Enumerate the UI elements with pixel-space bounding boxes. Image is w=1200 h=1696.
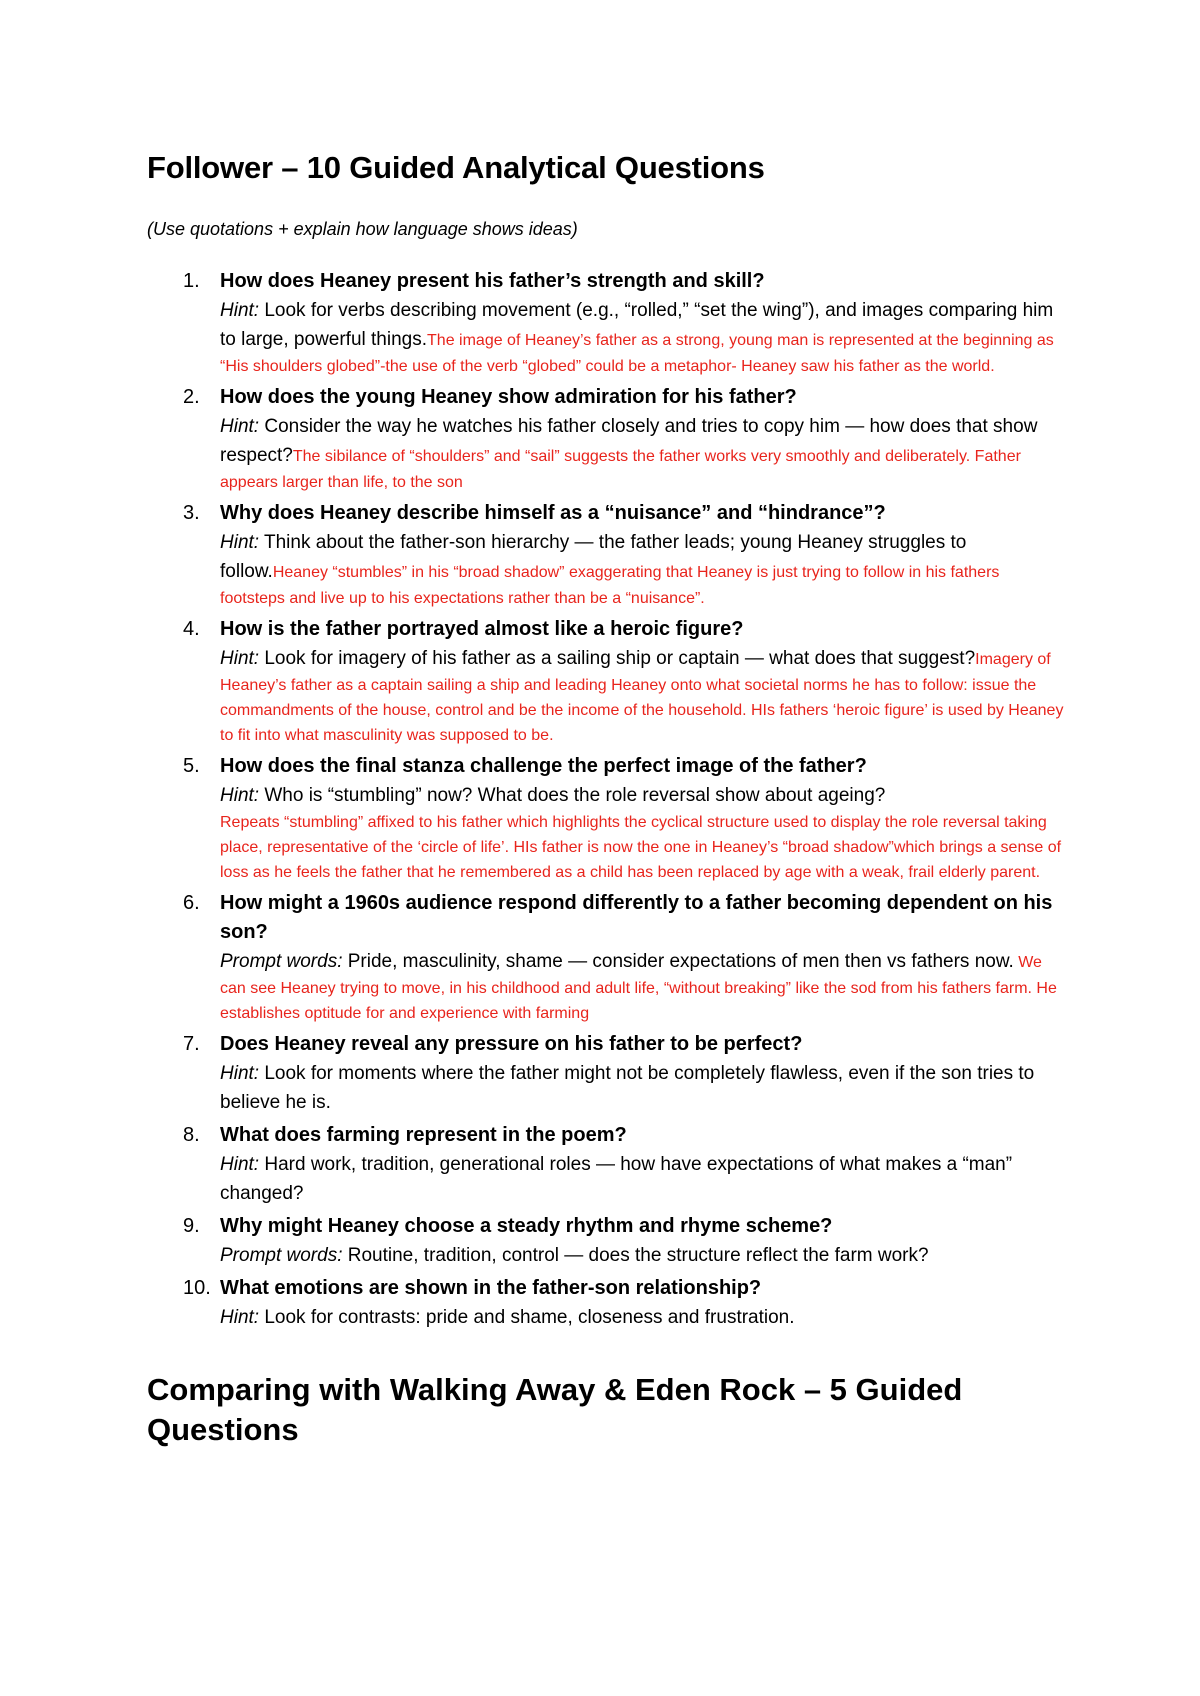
hint-text: Think about the father-son hierarchy — the father leads; young Heaney struggles to follow. xyxy=(220,532,967,583)
answer-text: The sibilance of “shoulders” and “sail” suggests the father works very smoothly and deliberately. Father appears larger than life, to the son xyxy=(220,448,1021,492)
list-item xyxy=(147,267,1067,379)
hint-text: Look for imagery of his father as a sailing ship or captain — what does that suggest? xyxy=(259,648,976,670)
hint-label: Prompt words: xyxy=(220,951,343,973)
list-item xyxy=(147,383,1067,495)
question-number: 1. xyxy=(183,270,200,293)
question-text: Why does Heaney describe himself as a “nuisance” and “hindrance”? xyxy=(220,502,886,525)
question-text: How does the final stanza challenge the perfect image of the father? xyxy=(220,755,867,778)
hint-text: Look for contrasts: pride and shame, closeness and frustration. xyxy=(259,1307,795,1329)
answer-text: Imagery of Heaney’s father as a captain sailing a ship and leading Heaney onto what societal norms he has to follow: issue the commandments of the house, control and be the income of the household. HIs fathers ‘heroic figure’ is used by Heaney to fit into what masculinity was supposed to be. xyxy=(220,651,1064,745)
list-item xyxy=(147,1121,1067,1208)
question-number: 10. xyxy=(183,1277,211,1300)
hint-text: Look for verbs describing movement (e.g., “rolled,” “set the wing”), and images comparing him to large, powerful things. xyxy=(220,300,1054,351)
question-number: 9. xyxy=(183,1215,200,1238)
document-title: Follower – 10 Guided Analytical Questions xyxy=(147,150,765,185)
list-item xyxy=(147,752,1067,885)
question-number: 2. xyxy=(183,386,200,409)
answer-text: We can see Heaney trying to move, in his childhood and adult life, “without breaking” like the sod from his fathers farm. He establishes optitude for and experience with farming xyxy=(220,954,1057,1023)
list-item xyxy=(147,889,1067,1026)
question-number: 5. xyxy=(183,755,200,778)
hint-text: Routine, tradition, control — does the structure reflect the farm work? xyxy=(342,1245,929,1267)
hint-label: Hint: xyxy=(220,1063,260,1085)
answer-text: Repeats “stumbling” affixed to his father which highlights the cyclical structure used to display the role reversal taking place, representative of the ‘circle of life’. HIs father is now the one in Heaney’s “broad shadow”which brings a sense of loss as he feels the father that he remembered as a child has been replaced by age with a weak, frail elderly parent. xyxy=(220,814,1062,882)
answer-text: The image of Heaney’s father as a strong, young man is represented at the beginning as “His shoulders globed”-the use of the verb “globed” could be a metaphor- Heaney saw his father as the world. xyxy=(220,332,1054,376)
hint-label: Prompt words: xyxy=(220,1245,343,1267)
question-list xyxy=(147,267,1067,1332)
question-number: 7. xyxy=(183,1033,200,1056)
hint-label: Hint: xyxy=(220,1154,260,1176)
hint-label: Hint: xyxy=(220,1307,260,1329)
hint-label: Hint: xyxy=(220,300,260,322)
hint-text: Who is “stumbling” now? What does the role reversal show about ageing? xyxy=(259,785,886,807)
hint-text: Pride, masculinity, shame — consider expectations of men then vs fathers now. xyxy=(342,951,1014,973)
question-number: 8. xyxy=(183,1124,200,1147)
list-item xyxy=(147,499,1067,611)
hint-text: Look for moments where the father might not be completely flawless, even if the son tries to believe he is. xyxy=(220,1063,1035,1114)
section-heading: Comparing with Walking Away & Eden Rock – 5 Guided Questions xyxy=(147,1372,963,1448)
list-item xyxy=(147,1030,1067,1117)
document-subtitle: (Use quotations + explain how language shows ideas) xyxy=(147,218,578,239)
list-item xyxy=(147,615,1067,748)
hint-label: Hint: xyxy=(220,648,260,670)
question-text: What does farming represent in the poem? xyxy=(220,1124,627,1147)
question-text: How is the father portrayed almost like a heroic figure? xyxy=(220,618,744,641)
list-item xyxy=(147,1274,1067,1332)
hint-label: Hint: xyxy=(220,416,260,438)
hint-label: Hint: xyxy=(220,532,260,554)
question-text: How does Heaney present his father’s strength and skill? xyxy=(220,270,765,293)
question-number: 6. xyxy=(183,892,200,915)
question-number: 3. xyxy=(183,502,200,525)
question-text: How does the young Heaney show admiration for his father? xyxy=(220,386,797,409)
hint-label: Hint: xyxy=(220,785,260,807)
answer-text: Heaney “stumbles” in his “broad shadow” exaggerating that Heaney is just trying to follow in his fathers footsteps and live up to his expectations rather than be a “nuisance”. xyxy=(220,564,1000,608)
hint-text: Hard work, tradition, generational roles — how have expectations of what makes a “man” changed? xyxy=(220,1154,1013,1205)
hint-text: Consider the way he watches his father closely and tries to copy him — how does that show respect? xyxy=(220,416,1038,467)
list-item xyxy=(147,1212,1067,1270)
question-number: 4. xyxy=(183,618,200,641)
question-text: How might a 1960s audience respond differently to a father becoming dependent on his son? xyxy=(220,892,1053,944)
document-page xyxy=(147,150,1067,1451)
question-text: Does Heaney reveal any pressure on his father to be perfect? xyxy=(220,1033,803,1056)
question-text: What emotions are shown in the father-son relationship? xyxy=(220,1277,762,1300)
question-text: Why might Heaney choose a steady rhythm and rhyme scheme? xyxy=(220,1215,833,1238)
